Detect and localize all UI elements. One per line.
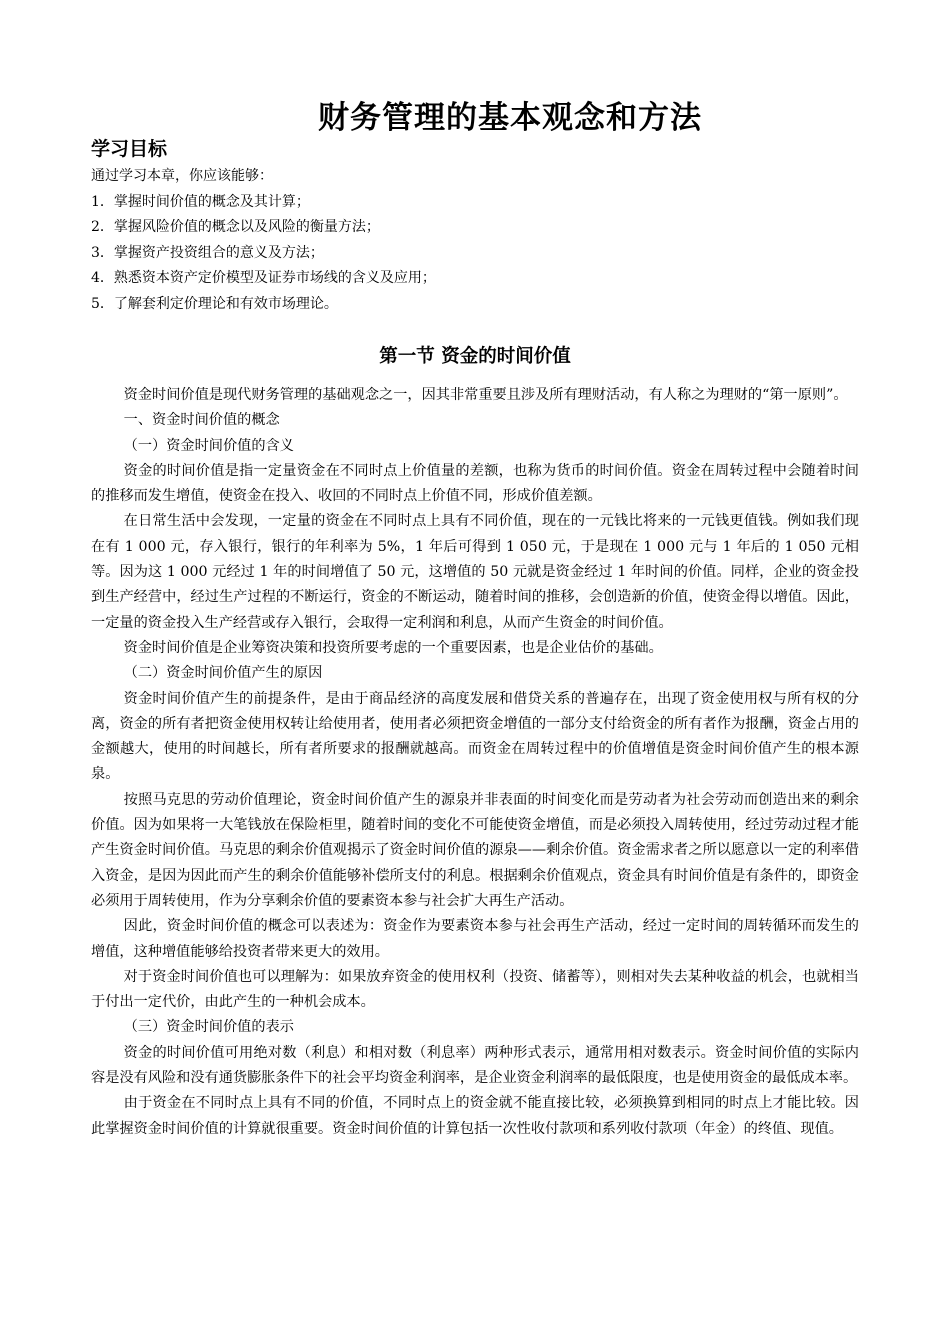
paragraph: 在日常生活中会发现，一定量的资金在不同时点上具有不同价值，现在的一元钱比将来的一元钱更值钱。例如我们现在有 1 000 元，存入银行，银行的年利率为 5%，1 年后可得到 1 050 元，于是现在 1 000 元与 1 年后的 1 050 元相等。因为这 1 000 元经过 1 年的时间增值了 50 元，这增值的 50 元就是资金经过 1 年时间的价值。同样，企业的资金投到生产经营中，经过生产过程的不断运行，资金的不断运动，随着时间的推移，会创造新的价值，使资金得以增值。因此，一定量的资金投入生产经营或存入银行，会取得一定利润和利息，从而产生资金的时间价值。 — [91, 513, 859, 631]
paragraph: 由于资金在不同时点上具有不同的价值，不同时点上的资金就不能直接比较，必须换算到相同的时点上才能比较。因此掌握资金时间价值的计算就很重要。资金时间价值的计算包括一次性收付款项和系列收付款项（年金）的终值、现值。 — [91, 1095, 859, 1137]
paragraph: 对于资金时间价值也可以理解为：如果放弃资金的使用权利（投资、储蓄等），则相对失去某种收益的机会，也就相当于付出一定代价，由此产生的一种机会成本。 — [91, 968, 859, 1011]
paragraph: 资金的时间价值是指一定量资金在不同时点上价值量的差额，也称为货币的时间价值。资金在周转过程中会随着时间的推移而发生增值，使资金在投入、收回的不同时点上价值不同，形成价值差额。 — [91, 462, 859, 505]
objective-item: 5．了解套利定价理论和有效市场理论。 — [91, 295, 338, 312]
paragraph: 资金时间价值是现代财务管理的基础观念之一，因其非常重要且涉及所有理财活动，有人称之为理财的“第一原则”。 — [123, 387, 848, 403]
objectives-heading: 学习目标 — [91, 138, 168, 160]
objectives-list — [91, 164, 436, 317]
document-title: 财务管理的基本观念和方法 — [318, 100, 702, 136]
subheading-level2: （二）资金时间价值产生的原因 — [123, 665, 323, 682]
subheading-level2: （三）资金时间价值的表示 — [123, 1019, 294, 1036]
paragraph: 按照马克思的劳动价值理论，资金时间价值产生的源泉并非表面的时间变化而是劳动者为社会劳动而创造出来的剩余价值。因为如果将一大笔钱放在保险柜里，随着时间的变化不可能使资金增值，而是必须投入周转使用，经过劳动过程才能产生资金时间价值。马克思的剩余价值观揭示了资金时间价值的源泉——剩余价值。资金需求者之所以愿意以一定的利率借入资金，是因为因此而产生的剩余价值能够补偿所支付的利息。根据剩余价值观点，资金具有时间价值是有条件的，即资金必须用于周转使用，作为分享剩余价值的要素资本参与社会扩大再生产活动。 — [91, 791, 859, 909]
objective-item: 3．掌握资产投资组合的意义及方法； — [91, 244, 324, 261]
section-title: 第一节 资金的时间价值 — [379, 346, 571, 367]
paragraph: 资金时间价值产生的前提条件，是由于商品经济的高度发展和借贷关系的普遍存在，出现了资金使用权与所有权的分离，资金的所有者把资金使用权转让给使用者，使用者必须把资金增值的一部分支付给资金的所有者作为报酬，资金占用的金额越大，使用的时间越长，所有者所要求的报酬就越高。而资金在周转过程中的价值增值是资金时间价值产生的根本源泉。 — [91, 690, 859, 783]
paragraph: 资金的时间价值可用绝对数（利息）和相对数（利息率）两种形式表示，通常用相对数表示。资金时间价值的实际内容是没有风险和没有通货膨胀条件下的社会平均资金利润率，是企业资金利润率的最低限度，也是使用资金的最低成本率。 — [91, 1044, 859, 1087]
subheading-level2: （一）资金时间价值的含义 — [123, 437, 294, 454]
subheading-level1: 一、资金时间价值的概念 — [123, 412, 280, 429]
paragraph: 因此，资金时间价值的概念可以表述为：资金作为要素资本参与社会再生产活动，经过一定时间的周转循环而发生的增值，这种增值能够给投资者带来更大的效用。 — [91, 918, 859, 960]
paragraph: 资金时间价值是企业筹资决策和投资所要考虑的一个重要因素，也是企业估价的基础。 — [123, 639, 663, 656]
objective-item: 1．掌握时间价值的概念及其计算； — [91, 193, 310, 210]
objective-item: 2．掌握风险价值的概念以及风险的衡量方法； — [91, 219, 380, 235]
objective-item: 4．熟悉资本资产定价模型及证券市场线的含义及应用； — [91, 270, 436, 286]
section-body — [91, 383, 859, 1142]
objectives-intro: 通过学习本章，你应该能够： — [91, 168, 273, 184]
